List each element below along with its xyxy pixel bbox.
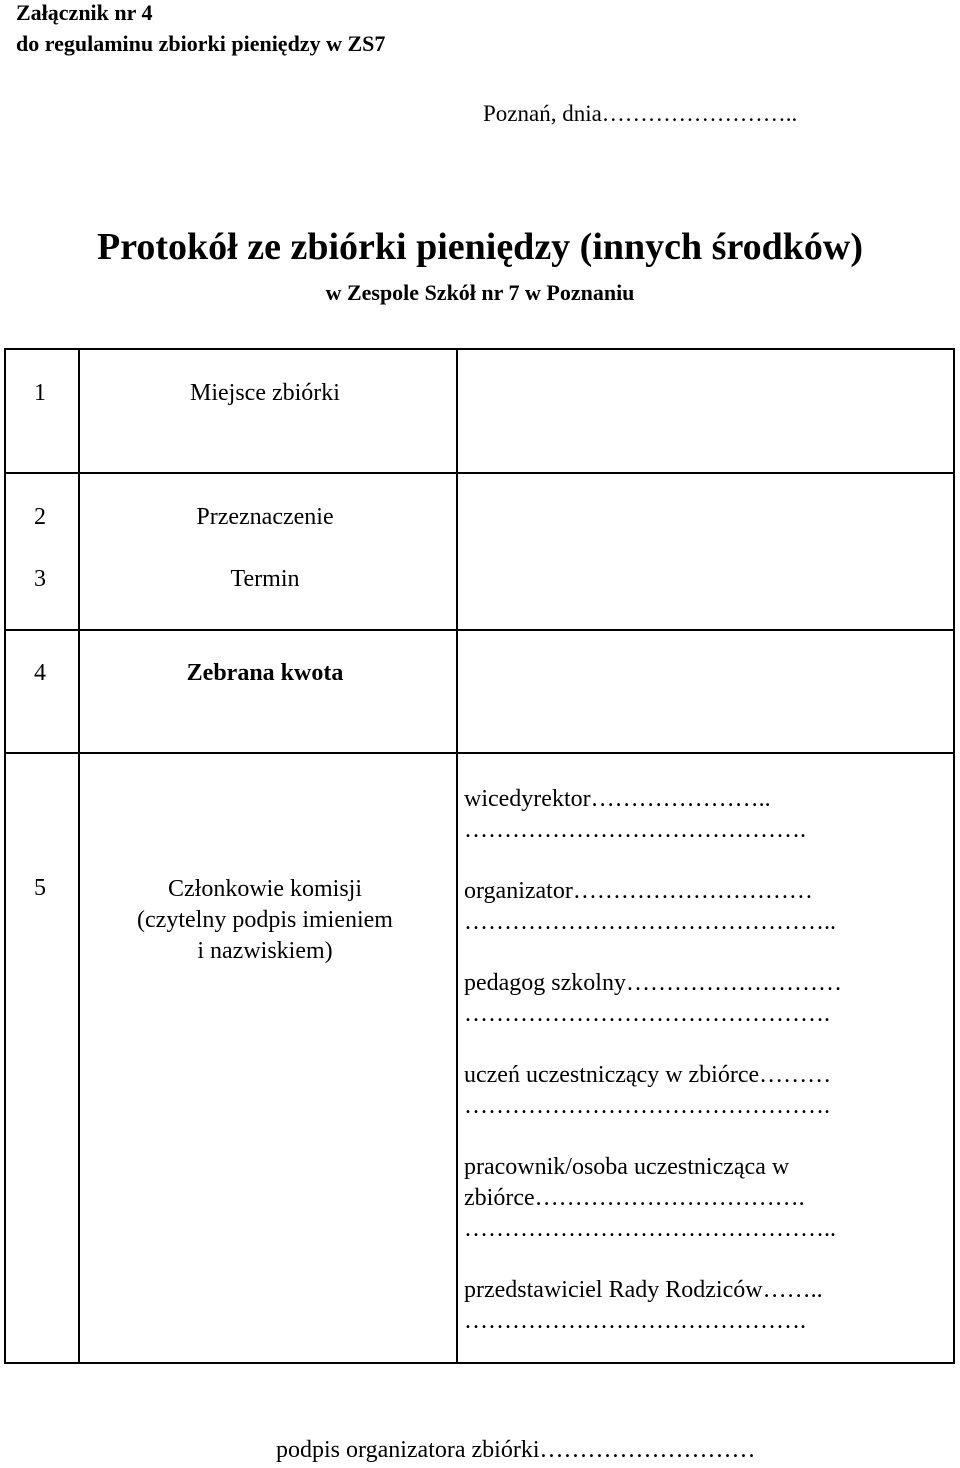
row-divider-1 <box>6 472 953 474</box>
place-date: Poznań, dnia…………………….. <box>483 101 798 126</box>
row-divider-2 <box>6 629 953 631</box>
signature-organizator[interactable]: organizator………………………… ……………………………………….. <box>464 878 836 935</box>
signature-list <box>464 784 944 1367</box>
column-divider-right <box>456 350 458 1362</box>
signature-wicedyrektor[interactable]: wicedyrektor………………….. ……………………………………. <box>464 786 806 843</box>
signature-rada-rodzicow[interactable]: przedstawiciel Rady Rodziców…….. ……………………………………. <box>464 1277 823 1334</box>
document-title: Protokół ze zbiórki pieniędzy (innych środków) <box>96 226 863 268</box>
row-label-miejsce: Miejsce zbiórki <box>190 380 340 406</box>
row-label-przeznaczenie: Przeznaczenie <box>196 504 334 530</box>
row-label-termin: Termin <box>230 566 300 592</box>
row-label-line-3: i nazwiskiem) <box>197 938 333 964</box>
document-subtitle: w Zespole Szkół nr 7 w Poznaniu <box>325 280 635 305</box>
attachment-subtitle: do regulaminu zbiorki pieniędzy w ZS7 <box>16 31 386 56</box>
row-divider-3 <box>6 752 953 754</box>
signature-pracownik[interactable]: pracownik/osoba uczestnicząca w zbiórce……………………………. ……………………………………….. <box>464 1154 836 1242</box>
row-label-line-2: (czytelny podpis imieniem <box>137 907 393 933</box>
attachment-number: Załącznik nr 4 <box>16 0 153 25</box>
row-label-line-1: Członkowie komisji <box>168 876 362 902</box>
row-number-5: 5 <box>34 875 46 901</box>
organizer-signature-line[interactable]: podpis organizatora zbiórki……………………… <box>276 1437 756 1463</box>
row-label-czlonkowie-komisji <box>76 874 454 967</box>
row-number-1: 1 <box>34 380 46 406</box>
column-divider-left <box>78 350 80 1362</box>
row-number-2: 2 <box>34 504 46 530</box>
row-number-4: 4 <box>34 660 46 686</box>
row-number-3: 3 <box>34 566 46 592</box>
row-label-zebrana-kwota: Zebrana kwota <box>186 660 344 686</box>
signature-pedagog[interactable]: pedagog szkolny……………………… ………………………………………. <box>464 970 842 1027</box>
signature-uczen[interactable]: uczeń uczestniczący w zbiórce……… ………………………………………. <box>464 1062 832 1119</box>
